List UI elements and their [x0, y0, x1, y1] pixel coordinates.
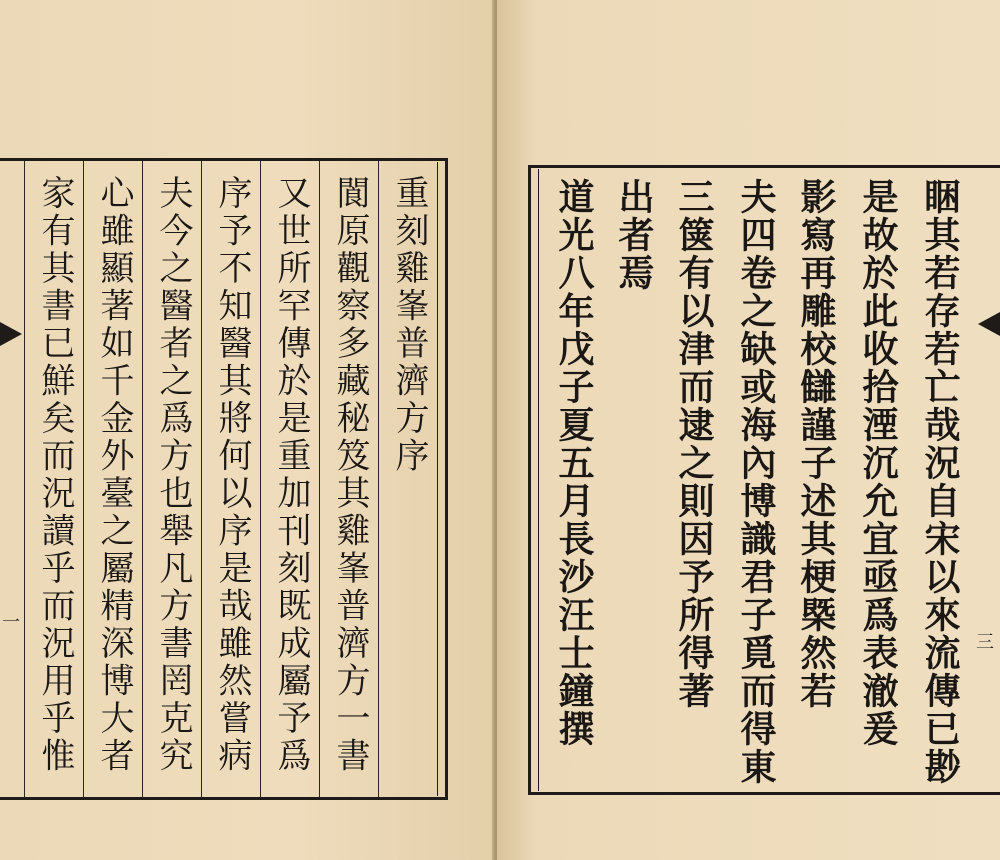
- column-rule: [378, 161, 379, 797]
- right-column-5: 三箧有以津而逮之則因予所得著: [673, 178, 715, 710]
- left-column-5: 夫今之醫者之爲方也舉凡方書罔克究: [153, 175, 193, 775]
- right-column-2: 是故於此收拾湮沉允宜亟爲表澈爰: [857, 178, 899, 748]
- column-rule: [142, 161, 143, 797]
- folio-number-left: 一: [2, 612, 20, 633]
- column-rule: [260, 161, 261, 797]
- left-frame-inner-line: [437, 162, 438, 796]
- column-rule: [319, 161, 320, 797]
- left-column-3: 又世所罕傳於是重加刊刻既成屬予爲: [271, 175, 311, 775]
- fishtail-mark-right: [978, 312, 1000, 336]
- left-column-7: 家有其書已鮮矣而況讀乎而況用乎惟: [35, 175, 75, 775]
- right-column-7: 道光八年戊子夏五月長沙汪士鐘撰: [553, 178, 595, 748]
- fishtail-mark-left: [0, 322, 22, 346]
- left-column-4: 序予不知醫其將何以序是哉雖然嘗病: [212, 175, 252, 775]
- right-frame-inner-line: [538, 169, 539, 791]
- column-rule: [24, 161, 25, 797]
- left-column-2: 閬原觀察多藏秘笈其雞峯普濟方一書: [330, 175, 370, 775]
- column-rule: [201, 161, 202, 797]
- left-page: [0, 0, 495, 860]
- column-rule: [83, 161, 84, 797]
- left-column-1: 重刻雞峯普濟方序: [389, 175, 429, 475]
- right-column-4: 夫四卷之缺或海內博識君子覓而得東: [735, 178, 777, 786]
- left-column-6: 心雖顯著如千金外臺之屬精深博大者: [94, 175, 134, 775]
- right-column-1: 睏其若存若亡哉況自宋以來流傳已尠: [919, 178, 961, 786]
- right-column-3: 影寫再雕校讎謹子述其梗槩然若: [795, 178, 837, 710]
- folio-number-right: 三: [976, 632, 994, 653]
- right-column-6: 出者焉: [613, 178, 655, 292]
